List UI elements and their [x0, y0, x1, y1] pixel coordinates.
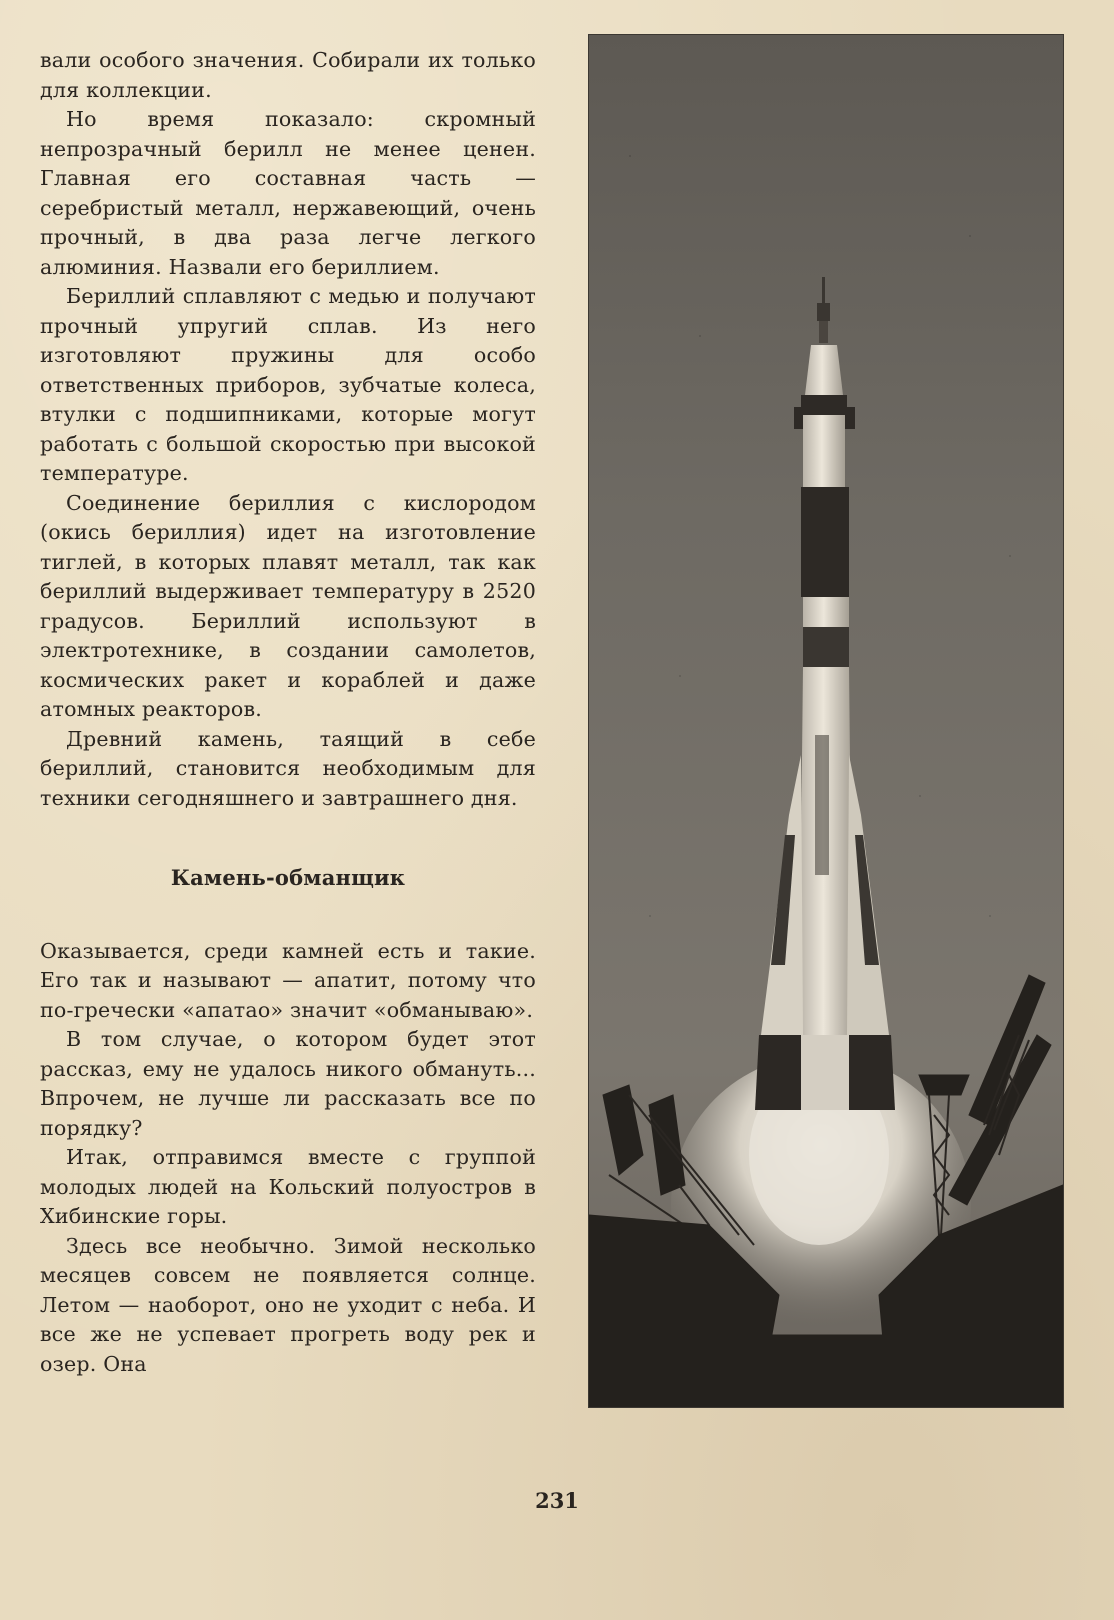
paragraph-3: Бериллий сплавляют с медью и получают прочный упругий сплав. Из него изготовляют пружины для особо ответственных приборов, зубчатые колеса, втулки с подшипниками, которые могут работать с большой скоростью при высокой температуре. — [40, 284, 536, 485]
paragraph-4: Соединение бериллия с кислородом (окись бериллия) идет на изготовление тиглей, в которых плавят металл, так как бериллий выдерживает температуру в 2520 градусов. Бериллий используют в электротехнике, в создании самолетов, космических ракет и кораблей и даже атомных реакторов. — [40, 490, 536, 721]
paragraph-5: Древний камень, таящий в себе бериллий, становится необходимым для техники сегодняшнего и завтрашнего дня. — [40, 726, 536, 810]
rocket-launch-photo — [588, 34, 1064, 1408]
paragraph-8: Итак, отправимся вместе с группой молодых людей на Кольский полуостров в Хибинские горы. — [40, 1145, 536, 1228]
paragraph-2: Но время показало: скромный непрозрачный берилл не менее ценен. Главная его составная часть — серебристый металл, нержавеющий, очень прочный, в два раза легче легкого алюминия. Назвали его бериллием. — [40, 107, 536, 279]
text-column — [40, 46, 536, 1379]
paragraph-1: вали особого значения. Собирали их только для коллекции. — [40, 48, 536, 102]
section-heading: Камень-обманщик — [170, 865, 406, 890]
page-number: 231 — [535, 1488, 579, 1513]
paragraph-9: Здесь все необычно. Зимой несколько месяцев совсем не появляется солнце. Летом — наоборот, оно не уходит с неба. И все же не успевает прогреть воду рек и озер. Она — [40, 1233, 536, 1376]
paragraph-6: Оказывается, среди камней есть и такие. Его так и называют — апатит, потому что по-гречески «апатао» значит «обманываю». — [40, 938, 536, 1022]
paragraph-7: В том случае, о котором будет этот рассказ, ему не удалось никого обмануть... Впрочем, не лучше ли рассказать все по порядку? — [40, 1027, 536, 1140]
rocket-photo-graphic — [589, 35, 1063, 1407]
